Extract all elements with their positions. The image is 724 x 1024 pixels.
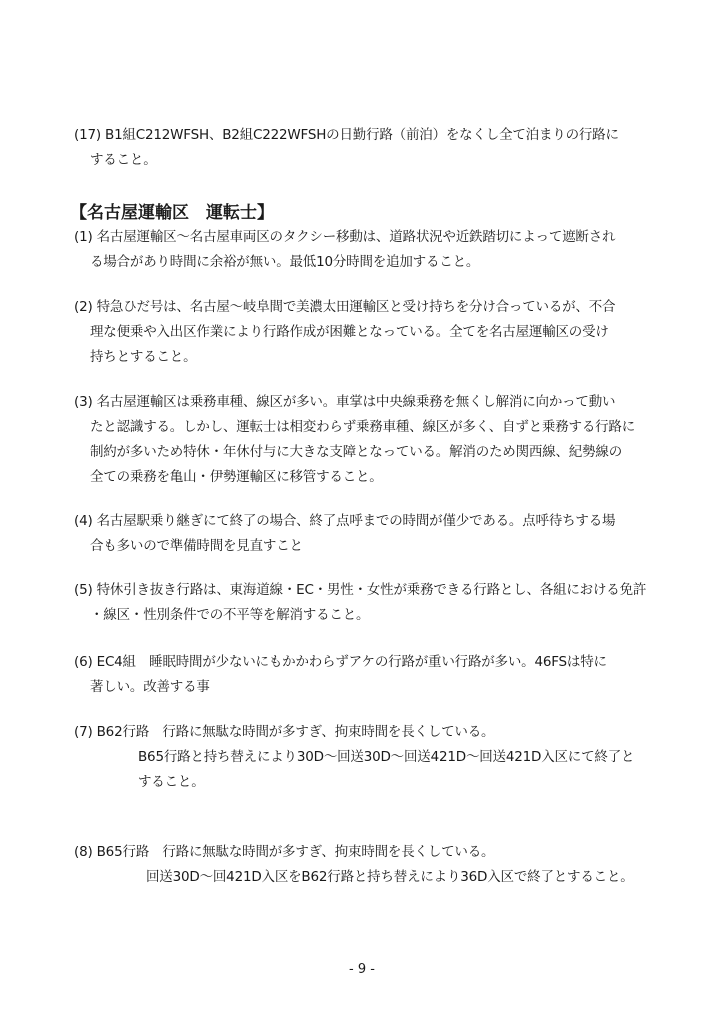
item-3-line-1: (3) 名古屋運輸区は乗務車種、線区が多い。車掌は中央線乗務を無くし解消に向かって動い xyxy=(74,394,616,410)
item-5-line-1: (5) 特休引き抜き行路は、東海道線・EC・男性・女性が乗務できる行路とし、各組における免許 xyxy=(74,582,647,598)
item-8-line-2: 回送30D〜回421D入区をB62行路と持ち替えにより36D入区で終了とすること。 xyxy=(146,869,634,885)
item-8-line-1: (8) B65行路 行路に無駄な時間が多すぎ、拘束時間を長くしている。 xyxy=(74,844,495,860)
section-heading: 【名古屋運輸区 運転士】 xyxy=(70,203,274,223)
item-3-line-4: 全ての乗務を亀山・伊勢運輸区に移管すること。 xyxy=(90,469,383,485)
item-6-line-1: (6) EC4組 睡眠時間が少ないにもかかわらずアケの行路が重い行路が多い。46FSは特に xyxy=(74,654,607,670)
page-number: - 9 - xyxy=(349,962,375,977)
item-7-line-2: B65行路と持ち替えにより30D〜回送30D〜回送421D〜回送421D入区にて終了と xyxy=(138,749,635,765)
item-17-line-1: (17) B1組C212WFSH、B2組C222WFSHの日勤行路（前泊）をなくし全て泊まりの行路に xyxy=(74,127,619,143)
item-6-line-2: 著しい。改善する事 xyxy=(90,679,210,695)
item-17-line-2: すること。 xyxy=(90,152,157,168)
item-1-line-2: る場合があり時間に余裕が無い。最低10分時間を追加すること。 xyxy=(90,254,480,270)
item-4-line-2: 合も多いので準備時間を見直すこと xyxy=(90,538,303,554)
item-7-line-1: (7) B62行路 行路に無駄な時間が多すぎ、拘束時間を長くしている。 xyxy=(74,724,495,740)
item-5-line-2: ・線区・性別条件での不平等を解消すること。 xyxy=(90,607,370,623)
item-7-line-3: すること。 xyxy=(138,774,205,790)
item-1-line-1: (1) 名古屋運輸区〜名古屋車両区のタクシー移動は、道路状況や近鉄踏切によって遮断され xyxy=(74,229,616,245)
item-2-line-3: 持ちとすること。 xyxy=(90,349,197,365)
item-2-line-1: (2) 特急ひだ号は、名古屋〜岐阜間で美濃太田運輸区と受け持ちを分け合っているが、不合 xyxy=(74,299,616,315)
item-4-line-1: (4) 名古屋駅乗り継ぎにて終了の場合、終了点呼までの時間が僅少である。点呼待ちする場 xyxy=(74,513,616,529)
item-3-line-2: たと認識する。しかし、運転士は相変わらず乗務車種、線区が多く、自ずと乗務する行路に xyxy=(90,419,636,435)
item-2-line-2: 理な便乗や入出区作業により行路作成が困難となっている。全てを名古屋運輸区の受け xyxy=(90,324,609,340)
item-3-line-3: 制約が多いため特休・年休付与に大きな支障となっている。解消のため関西線、紀勢線の xyxy=(90,444,622,460)
